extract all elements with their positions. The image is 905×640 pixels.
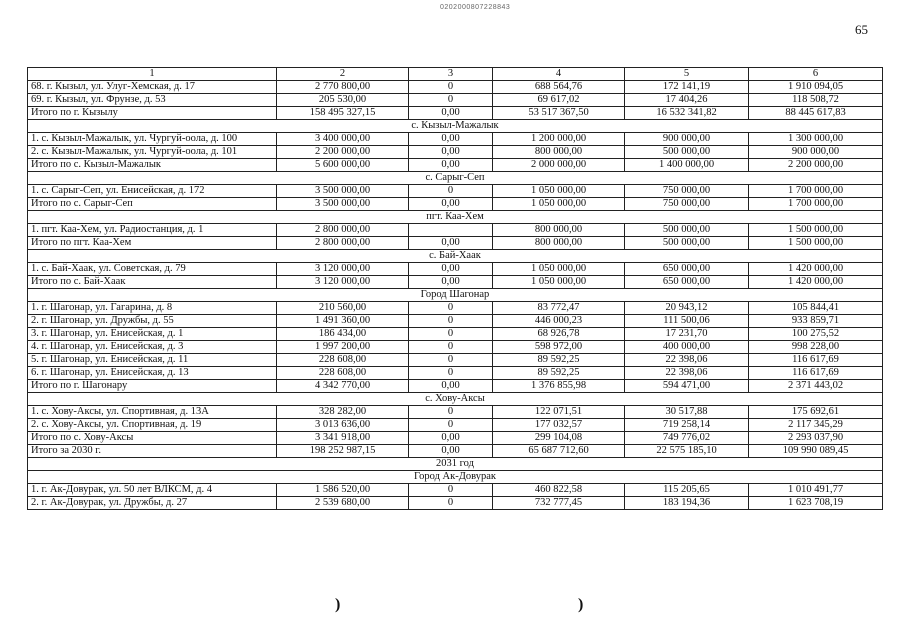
table-row [28, 263, 883, 276]
table-row [28, 484, 883, 497]
address-cell: 1. пгт. Каа-Хем, ул. Радиостанция, д. 1 [28, 224, 277, 237]
page-number: 65 [855, 22, 868, 37]
column-header: 3 [409, 68, 493, 81]
section-label: Город Ак-Довурак [28, 471, 883, 484]
value-cell: 0,00 [409, 159, 493, 172]
section-header-row [28, 172, 883, 185]
table-row [28, 133, 883, 146]
address-cell: 1. г. Шагонар, ул. Гагарина, д. 8 [28, 302, 277, 315]
value-cell: 1 700 000,00 [749, 185, 883, 198]
table-row [28, 224, 883, 237]
table-row [28, 146, 883, 159]
value-cell: 1 400 000,00 [625, 159, 749, 172]
table-row [28, 432, 883, 445]
section-label: с. Сарыг-Сеп [28, 172, 883, 185]
value-cell: 177 032,57 [493, 419, 625, 432]
value-cell: 186 434,00 [277, 328, 409, 341]
value-cell: 933 859,71 [749, 315, 883, 328]
address-cell: 2. г. Ак-Довурак, ул. Дружбы, д. 27 [28, 497, 277, 510]
section-header-row [28, 289, 883, 302]
value-cell: 65 687 712,60 [493, 445, 625, 458]
value-cell: 205 530,00 [277, 94, 409, 107]
value-cell: 228 608,00 [277, 367, 409, 380]
value-cell: 2 800 000,00 [277, 237, 409, 250]
value-cell: 158 495 327,15 [277, 107, 409, 120]
section-label: с. Кызыл-Мажалык [28, 120, 883, 133]
value-cell: 100 275,52 [749, 328, 883, 341]
address-cell: Итого по с. Бай-Хаак [28, 276, 277, 289]
value-cell: 900 000,00 [625, 133, 749, 146]
table-row [28, 328, 883, 341]
value-cell: 2 371 443,02 [749, 380, 883, 393]
value-cell: 500 000,00 [625, 146, 749, 159]
value-cell: 0,00 [409, 146, 493, 159]
value-cell: 750 000,00 [625, 185, 749, 198]
value-cell: 1 050 000,00 [493, 198, 625, 211]
value-cell: 1 050 000,00 [493, 263, 625, 276]
address-cell: Итого по с. Хову-Аксы [28, 432, 277, 445]
value-cell: 2 539 680,00 [277, 497, 409, 510]
value-cell: 1 700 000,00 [749, 198, 883, 211]
value-cell: 118 508,72 [749, 94, 883, 107]
value-cell [409, 224, 493, 237]
value-cell: 800 000,00 [493, 237, 625, 250]
value-cell: 0 [409, 328, 493, 341]
document-stamp: 0202000807228843 [440, 4, 511, 11]
value-cell: 69 617,02 [493, 94, 625, 107]
value-cell: 0 [409, 406, 493, 419]
value-cell: 1 491 360,00 [277, 315, 409, 328]
table-row [28, 237, 883, 250]
value-cell: 1 623 708,19 [749, 497, 883, 510]
value-cell: 650 000,00 [625, 263, 749, 276]
section-header-row [28, 471, 883, 484]
value-cell: 446 000,23 [493, 315, 625, 328]
value-cell: 0 [409, 302, 493, 315]
value-cell: 89 592,25 [493, 367, 625, 380]
handwritten-mark: ) [578, 596, 584, 613]
value-cell: 3 013 636,00 [277, 419, 409, 432]
address-cell: 2. с. Хову-Аксы, ул. Спортивная, д. 19 [28, 419, 277, 432]
value-cell: 2 117 345,29 [749, 419, 883, 432]
table-row [28, 367, 883, 380]
table-row [28, 497, 883, 510]
value-cell: 0 [409, 341, 493, 354]
table-row [28, 159, 883, 172]
value-cell: 183 194,36 [625, 497, 749, 510]
table-row [28, 406, 883, 419]
table-row [28, 107, 883, 120]
value-cell: 17 231,70 [625, 328, 749, 341]
address-cell: 3. г. Шагонар, ул. Енисейская, д. 1 [28, 328, 277, 341]
value-cell: 2 293 037,90 [749, 432, 883, 445]
address-cell: Итого по с. Сарыг-Сеп [28, 198, 277, 211]
value-cell: 719 258,14 [625, 419, 749, 432]
value-cell: 3 341 918,00 [277, 432, 409, 445]
value-cell: 210 560,00 [277, 302, 409, 315]
value-cell: 0,00 [409, 380, 493, 393]
value-cell: 68 926,78 [493, 328, 625, 341]
address-cell: 5. г. Шагонар, ул. Енисейская, д. 11 [28, 354, 277, 367]
table-row [28, 185, 883, 198]
column-header: 1 [28, 68, 277, 81]
value-cell: 1 200 000,00 [493, 133, 625, 146]
value-cell: 1 500 000,00 [749, 224, 883, 237]
value-cell: 1 050 000,00 [493, 276, 625, 289]
address-cell: 68. г. Кызыл, ул. Улуг-Хемская, д. 17 [28, 81, 277, 94]
section-label: Город Шагонар [28, 289, 883, 302]
value-cell: 0 [409, 484, 493, 497]
table-row [28, 315, 883, 328]
value-cell: 2 800 000,00 [277, 224, 409, 237]
value-cell: 17 404,26 [625, 94, 749, 107]
address-cell: 1. г. Ак-Довурак, ул. 50 лет ВЛКСМ, д. 4 [28, 484, 277, 497]
value-cell: 3 500 000,00 [277, 198, 409, 211]
address-cell: 2. с. Кызыл-Мажалык, ул. Чургуй-оола, д. 101 [28, 146, 277, 159]
address-cell: Итого по г. Кызылу [28, 107, 277, 120]
column-header: 2 [277, 68, 409, 81]
value-cell: 0 [409, 185, 493, 198]
address-cell: 1. с. Бай-Хаак, ул. Советская, д. 79 [28, 263, 277, 276]
section-label: пгт. Каа-Хем [28, 211, 883, 224]
value-cell: 1 910 094,05 [749, 81, 883, 94]
value-cell: 175 692,61 [749, 406, 883, 419]
value-cell: 1 997 200,00 [277, 341, 409, 354]
value-cell: 0,00 [409, 107, 493, 120]
value-cell: 500 000,00 [625, 237, 749, 250]
value-cell: 800 000,00 [493, 146, 625, 159]
value-cell: 109 990 089,45 [749, 445, 883, 458]
value-cell: 105 844,41 [749, 302, 883, 315]
value-cell: 2 000 000,00 [493, 159, 625, 172]
section-header-row [28, 211, 883, 224]
address-cell: Итого по с. Кызыл-Мажалык [28, 159, 277, 172]
value-cell: 0 [409, 497, 493, 510]
value-cell: 1 420 000,00 [749, 263, 883, 276]
section-header-row [28, 393, 883, 406]
value-cell: 228 608,00 [277, 354, 409, 367]
value-cell: 1 300 000,00 [749, 133, 883, 146]
value-cell: 88 445 617,83 [749, 107, 883, 120]
value-cell: 122 071,51 [493, 406, 625, 419]
value-cell: 650 000,00 [625, 276, 749, 289]
value-cell: 30 517,88 [625, 406, 749, 419]
address-cell: 2. г. Шагонар, ул. Дружбы, д. 55 [28, 315, 277, 328]
value-cell: 0,00 [409, 133, 493, 146]
section-label: с. Бай-Хаак [28, 250, 883, 263]
table-row [28, 276, 883, 289]
value-cell: 1 586 520,00 [277, 484, 409, 497]
value-cell: 0 [409, 94, 493, 107]
table-row [28, 341, 883, 354]
value-cell: 2 200 000,00 [277, 146, 409, 159]
value-cell: 0,00 [409, 237, 493, 250]
value-cell: 198 252 987,15 [277, 445, 409, 458]
table-row [28, 94, 883, 107]
value-cell: 1 420 000,00 [749, 276, 883, 289]
value-cell: 53 517 367,50 [493, 107, 625, 120]
value-cell: 3 120 000,00 [277, 263, 409, 276]
value-cell: 83 772,47 [493, 302, 625, 315]
value-cell: 16 532 341,82 [625, 107, 749, 120]
value-cell: 0 [409, 367, 493, 380]
value-cell: 0,00 [409, 198, 493, 211]
value-cell: 0,00 [409, 263, 493, 276]
value-cell: 89 592,25 [493, 354, 625, 367]
address-cell: 1. с. Сарыг-Сеп, ул. Енисейская, д. 172 [28, 185, 277, 198]
value-cell: 4 342 770,00 [277, 380, 409, 393]
value-cell: 998 228,00 [749, 341, 883, 354]
value-cell: 22 575 185,10 [625, 445, 749, 458]
value-cell: 172 141,19 [625, 81, 749, 94]
value-cell: 750 000,00 [625, 198, 749, 211]
value-cell: 0 [409, 419, 493, 432]
value-cell: 749 776,02 [625, 432, 749, 445]
value-cell: 20 943,12 [625, 302, 749, 315]
table-body [28, 81, 883, 510]
table-row [28, 419, 883, 432]
column-header: 4 [493, 68, 625, 81]
address-cell: 6. г. Шагонар, ул. Енисейская, д. 13 [28, 367, 277, 380]
value-cell: 0 [409, 81, 493, 94]
section-header-row [28, 120, 883, 133]
value-cell: 22 398,06 [625, 354, 749, 367]
section-label: 2031 год [28, 458, 883, 471]
value-cell: 299 104,08 [493, 432, 625, 445]
section-header-row [28, 250, 883, 263]
value-cell: 3 120 000,00 [277, 276, 409, 289]
column-header: 5 [625, 68, 749, 81]
value-cell: 116 617,69 [749, 367, 883, 380]
table-row [28, 354, 883, 367]
value-cell: 0,00 [409, 276, 493, 289]
section-label: с. Хову-Аксы [28, 393, 883, 406]
value-cell: 116 617,69 [749, 354, 883, 367]
value-cell: 0,00 [409, 432, 493, 445]
address-cell: 1. с. Хову-Аксы, ул. Спортивная, д. 13А [28, 406, 277, 419]
value-cell: 598 972,00 [493, 341, 625, 354]
value-cell: 688 564,76 [493, 81, 625, 94]
value-cell: 328 282,00 [277, 406, 409, 419]
table-row [28, 380, 883, 393]
value-cell: 800 000,00 [493, 224, 625, 237]
value-cell: 1 010 491,77 [749, 484, 883, 497]
address-cell: 69. г. Кызыл, ул. Фрунзе, д. 53 [28, 94, 277, 107]
address-cell: 1. с. Кызыл-Мажалык, ул. Чургуй-оола, д. 100 [28, 133, 277, 146]
address-cell: 4. г. Шагонар, ул. Енисейская, д. 3 [28, 341, 277, 354]
address-cell: Итого по г. Шагонару [28, 380, 277, 393]
table-row [28, 445, 883, 458]
value-cell: 0 [409, 315, 493, 328]
value-cell: 2 770 800,00 [277, 81, 409, 94]
value-cell: 0,00 [409, 445, 493, 458]
table-row [28, 198, 883, 211]
budget-table [27, 67, 883, 510]
address-cell: Итого за 2030 г. [28, 445, 277, 458]
value-cell: 1 050 000,00 [493, 185, 625, 198]
value-cell: 115 205,65 [625, 484, 749, 497]
value-cell: 2 200 000,00 [749, 159, 883, 172]
value-cell: 5 600 000,00 [277, 159, 409, 172]
value-cell: 500 000,00 [625, 224, 749, 237]
value-cell: 594 471,00 [625, 380, 749, 393]
value-cell: 3 500 000,00 [277, 185, 409, 198]
table-row [28, 81, 883, 94]
value-cell: 460 822,58 [493, 484, 625, 497]
address-cell: Итого по пгт. Каа-Хем [28, 237, 277, 250]
value-cell: 3 400 000,00 [277, 133, 409, 146]
value-cell: 400 000,00 [625, 341, 749, 354]
value-cell: 1 376 855,98 [493, 380, 625, 393]
column-header: 6 [749, 68, 883, 81]
value-cell: 1 500 000,00 [749, 237, 883, 250]
table-row [28, 302, 883, 315]
handwritten-mark: ) [335, 596, 341, 613]
section-header-row [28, 458, 883, 471]
value-cell: 111 500,06 [625, 315, 749, 328]
value-cell: 22 398,06 [625, 367, 749, 380]
value-cell: 732 777,45 [493, 497, 625, 510]
value-cell: 0 [409, 354, 493, 367]
table-header-row [28, 68, 883, 81]
value-cell: 900 000,00 [749, 146, 883, 159]
